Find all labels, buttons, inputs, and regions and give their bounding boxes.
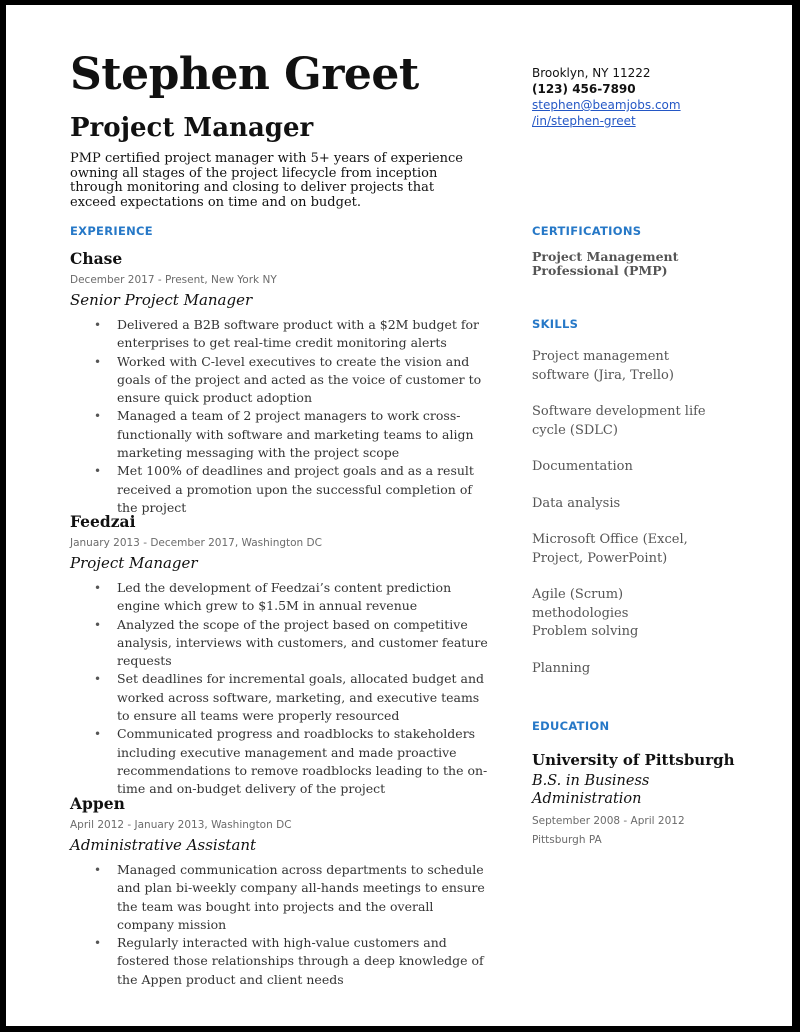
- summary-text: PMP certified project manager with 5+ years of experience owning all stages of the project lifecycle from inception through monitoring and closing to deliver projects that exceed expectations on time and on budget.: [70, 151, 463, 210]
- job-bullet: • Regularly interacted with high-value customers and fostered those relationships through a deep knowledge of the Appen product and client needs: [94, 934, 494, 989]
- education-degree: B.S. in Business Administration: [532, 773, 650, 807]
- contact-email-link[interactable]: stephen@beamjobs.com: [532, 98, 681, 112]
- skill-item: Microsoft Office (Excel, Project, PowerPoint): [532, 532, 688, 566]
- contact-phone: (123) 456-7890: [532, 82, 636, 96]
- skill-item: Software development life cycle (SDLC): [532, 404, 706, 438]
- contact-location: Brooklyn, NY 11222: [532, 66, 651, 80]
- certification-item: Project Management Professional (PMP): [532, 249, 679, 278]
- job-bullet: • Led the development of Feedzai’s content prediction engine which grew to $1.5M in annual revenue: [94, 579, 494, 616]
- experience-heading: EXPERIENCE: [70, 224, 153, 238]
- certifications-heading: CERTIFICATIONS: [532, 224, 642, 238]
- job-company: Chase: [70, 249, 123, 268]
- job-bullet: • Met 100% of deadlines and project goals and as a result received a promotion upon the successful completion of the project: [94, 462, 494, 517]
- education-school: University of Pittsburgh: [532, 751, 735, 769]
- job-title: Project Manager: [70, 554, 198, 572]
- candidate-role: Project Manager: [70, 113, 314, 143]
- job-bullets: [94, 316, 494, 517]
- resume-page: [6, 5, 792, 1026]
- education-heading: EDUCATION: [532, 719, 610, 733]
- job-meta: January 2013 - December 2017, Washington DC: [70, 537, 322, 549]
- skills-heading: SKILLS: [532, 317, 579, 331]
- job-bullets: [94, 861, 494, 989]
- contact-linkedin-link[interactable]: /in/stephen-greet: [532, 114, 636, 128]
- job-bullets: [94, 579, 494, 799]
- skill-item: Planning: [532, 661, 591, 676]
- job-bullet: • Set deadlines for incremental goals, allocated budget and worked across software, marketing, and executive teams to ensure all teams were properly resourced: [94, 670, 494, 725]
- job-title: Administrative Assistant: [70, 836, 257, 854]
- skill-item: Problem solving: [532, 624, 639, 639]
- skill-item: Project management software (Jira, Trello): [532, 349, 674, 383]
- job-bullet: • Managed communication across departments to schedule and plan bi-weekly company all-hands meetings to ensure the team was bought into projects and the overall company mission: [94, 861, 494, 934]
- skill-item: Data analysis: [532, 496, 621, 511]
- job-bullet: • Communicated progress and roadblocks to stakeholders including executive management and made proactive recommendations to remove roadblocks leading to the on-time and on-budget delivery of the project: [94, 725, 494, 798]
- job-bullet: • Delivered a B2B software product with a $2M budget for enterprises to get real-time credit monitoring alerts: [94, 316, 494, 353]
- job-company: Appen: [70, 794, 125, 813]
- job-meta: December 2017 - Present, New York NY: [70, 274, 277, 286]
- job-company: Feedzai: [70, 512, 136, 531]
- education-dates: September 2008 - April 2012: [532, 815, 685, 827]
- skill-item: Documentation: [532, 459, 633, 474]
- job-bullet: • Analyzed the scope of the project based on competitive analysis, interviews with customers, and customer feature requests: [94, 616, 494, 671]
- candidate-name: Stephen Greet: [70, 49, 419, 100]
- skill-item: Agile (Scrum) methodologies: [532, 587, 629, 621]
- job-title: Senior Project Manager: [70, 291, 253, 309]
- job-bullet: • Worked with C-level executives to create the vision and goals of the project and acted as the voice of customer to ensure quick product adoption: [94, 353, 494, 408]
- job-meta: April 2012 - January 2013, Washington DC: [70, 819, 292, 831]
- job-bullet: • Managed a team of 2 project managers to work cross-functionally with software and marketing teams to align marketing messaging with the project scope: [94, 407, 494, 462]
- education-location: Pittsburgh PA: [532, 834, 602, 846]
